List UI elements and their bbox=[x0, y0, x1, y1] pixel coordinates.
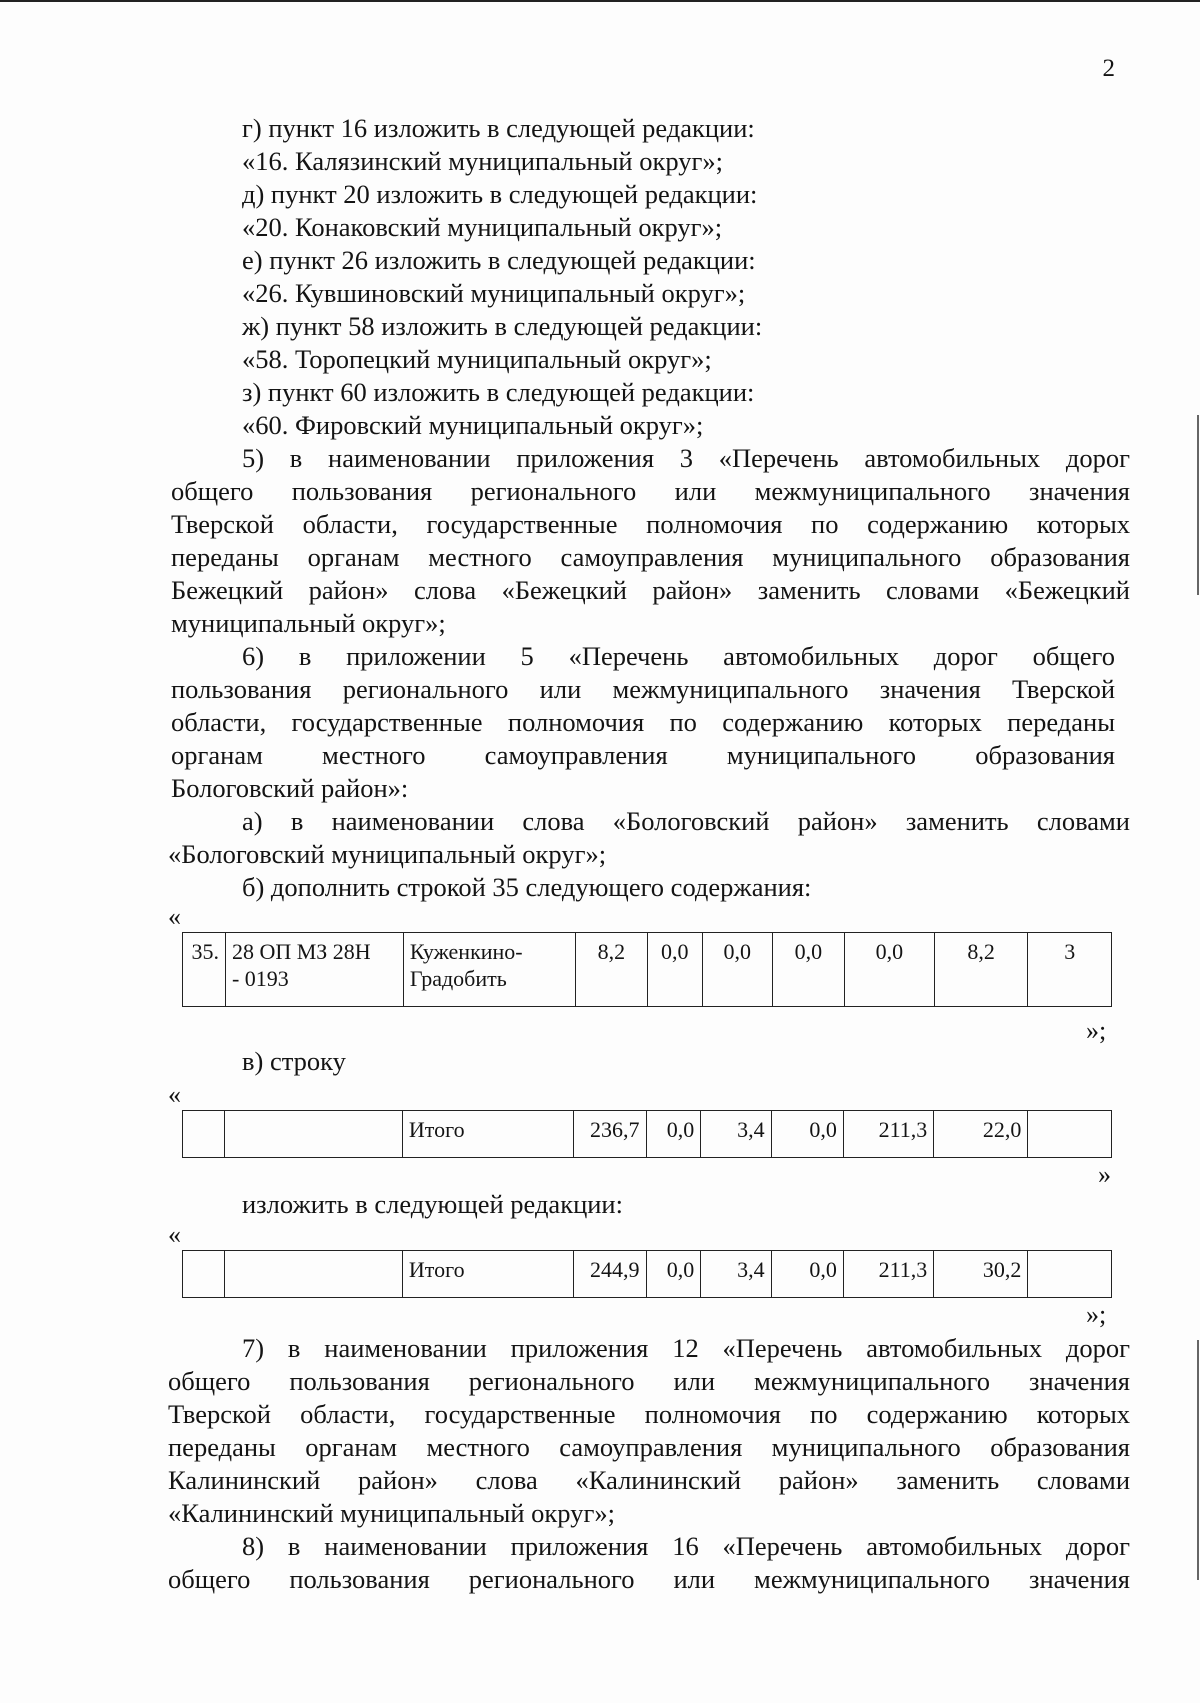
road-table-row-35 bbox=[182, 932, 1112, 1007]
quote-close: »; bbox=[1086, 1016, 1107, 1045]
empty-cell bbox=[225, 1111, 403, 1158]
paragraph-6v: в) строку bbox=[242, 1046, 346, 1076]
item-line: д) пункт 20 изложить в следующей редакции: bbox=[242, 179, 758, 209]
quote-open: « bbox=[168, 902, 181, 931]
paragraph-8-line: общего пользования регионального или межмуниципального значения bbox=[168, 1564, 1130, 1594]
road-table-total-new bbox=[182, 1250, 1112, 1298]
paragraph-7-line: Калининский район» слова «Калининский район» заменить словами bbox=[168, 1465, 1130, 1495]
empty-cell bbox=[183, 1111, 225, 1158]
scan-margin-mark bbox=[1197, 1340, 1199, 1580]
value-cell: 0,0 bbox=[771, 1111, 843, 1158]
item-line: «16. Калязинский муниципальный округ»; bbox=[242, 146, 723, 176]
row-number: 35. bbox=[183, 933, 226, 1007]
paragraph-7-line: 7) в наименовании приложения 12 «Перечень автомобильных дорог bbox=[242, 1333, 1130, 1363]
value-cell: 0,0 bbox=[646, 1111, 701, 1158]
value-cell: 0,0 bbox=[772, 933, 844, 1007]
paragraph-7-line: общего пользования регионального или межмуниципального значения bbox=[168, 1366, 1130, 1396]
paragraph-5-line: общего пользования регионального или межмуниципального значения bbox=[171, 476, 1130, 506]
road-code bbox=[225, 933, 403, 1007]
paragraph-6a-line: «Бологовский муниципальный округ»; bbox=[168, 839, 607, 869]
item-line: «20. Конаковский муниципальный округ»; bbox=[242, 212, 723, 242]
road-table-total-old bbox=[182, 1110, 1112, 1158]
page-number: 2 bbox=[1102, 55, 1115, 82]
item-line: з) пункт 60 изложить в следующей редакции: bbox=[242, 377, 755, 407]
paragraph-new-edition: изложить в следующей редакции: bbox=[242, 1189, 623, 1219]
value-cell bbox=[1028, 1251, 1112, 1298]
top-border bbox=[0, 0, 1200, 2]
item-line: «58. Торопецкий муниципальный округ»; bbox=[242, 344, 712, 374]
item-line: «26. Кувшиновский муниципальный округ»; bbox=[242, 278, 746, 308]
value-cell: 0,0 bbox=[771, 1251, 843, 1298]
paragraph-7-line: переданы органам местного самоуправления муниципального образования bbox=[168, 1432, 1130, 1462]
value-cell: 0,0 bbox=[646, 1251, 701, 1298]
value-cell: 3,4 bbox=[701, 1251, 771, 1298]
empty-cell bbox=[225, 1251, 403, 1298]
item-line: «60. Фировский муниципальный округ»; bbox=[242, 410, 704, 440]
item-line: г) пункт 16 изложить в следующей редакции: bbox=[242, 113, 755, 143]
road-code-line: - 0193 bbox=[231, 966, 289, 991]
quote-open: « bbox=[168, 1220, 181, 1249]
quote-close: » bbox=[1098, 1160, 1111, 1189]
value-cell: 211,3 bbox=[843, 1251, 933, 1298]
table-row bbox=[183, 1251, 1112, 1298]
paragraph-5-line: муниципальный округ»; bbox=[171, 608, 446, 638]
value-cell: 0,0 bbox=[702, 933, 772, 1007]
scan-margin-mark bbox=[1197, 415, 1199, 595]
paragraph-5-line: 5) в наименовании приложения 3 «Перечень автомобильных дорог bbox=[242, 443, 1130, 473]
paragraph-6-line: области, государственные полномочия по содержанию которых переданы bbox=[171, 707, 1115, 737]
value-cell: 3 bbox=[1028, 933, 1112, 1007]
paragraph-8-line: 8) в наименовании приложения 16 «Перечень автомобильных дорог bbox=[242, 1531, 1130, 1561]
total-label: Итого bbox=[402, 1251, 573, 1298]
paragraph-7-line: «Калининский муниципальный округ»; bbox=[168, 1498, 615, 1528]
paragraph-7-line: Тверской области, государственные полномочия по содержанию которых bbox=[168, 1399, 1130, 1429]
value-cell: 211,3 bbox=[843, 1111, 933, 1158]
road-name-line: Куженкино- bbox=[409, 939, 523, 964]
paragraph-5-line: Бежецкий район» слова «Бежецкий район» заменить словами «Бежецкий bbox=[171, 575, 1130, 605]
item-line: е) пункт 26 изложить в следующей редакции: bbox=[242, 245, 756, 275]
value-cell: 22,0 bbox=[934, 1111, 1028, 1158]
value-cell: 3,4 bbox=[701, 1111, 771, 1158]
item-line: ж) пункт 58 изложить в следующей редакции: bbox=[242, 311, 763, 341]
empty-cell bbox=[183, 1251, 225, 1298]
road-code-line: 28 ОП МЗ 28Н bbox=[231, 939, 371, 964]
paragraph-6-line: пользования регионального или межмуниципального значения Тверской bbox=[171, 674, 1115, 704]
quote-close: »; bbox=[1086, 1300, 1107, 1329]
value-cell: 0,0 bbox=[845, 933, 935, 1007]
paragraph-6b: б) дополнить строкой 35 следующего содержания: bbox=[242, 872, 812, 902]
quote-open: « bbox=[168, 1080, 181, 1109]
value-cell: 30,2 bbox=[934, 1251, 1028, 1298]
paragraph-6-line: 6) в приложении 5 «Перечень автомобильных дорог общего bbox=[242, 641, 1115, 671]
paragraph-5-line: переданы органам местного самоуправления муниципального образования bbox=[171, 542, 1130, 572]
paragraph-6-line: органам местного самоуправления муниципального образования bbox=[171, 740, 1115, 770]
value-cell: 8,2 bbox=[934, 933, 1028, 1007]
table-row bbox=[183, 1111, 1112, 1158]
value-cell: 244,9 bbox=[573, 1251, 646, 1298]
road-name bbox=[403, 933, 575, 1007]
paragraph-6-line: Бологовский район»: bbox=[171, 773, 409, 803]
value-cell: 0,0 bbox=[647, 933, 702, 1007]
paragraph-6a-line: а) в наименовании слова «Бологовский район» заменить словами bbox=[242, 806, 1130, 836]
total-label: Итого bbox=[402, 1111, 573, 1158]
table-row bbox=[183, 933, 1112, 1007]
value-cell bbox=[1028, 1111, 1112, 1158]
value-cell: 8,2 bbox=[575, 933, 647, 1007]
value-cell: 236,7 bbox=[573, 1111, 646, 1158]
paragraph-5-line: Тверской области, государственные полномочия по содержанию которых bbox=[171, 509, 1130, 539]
road-name-line: Градобить bbox=[409, 966, 507, 991]
